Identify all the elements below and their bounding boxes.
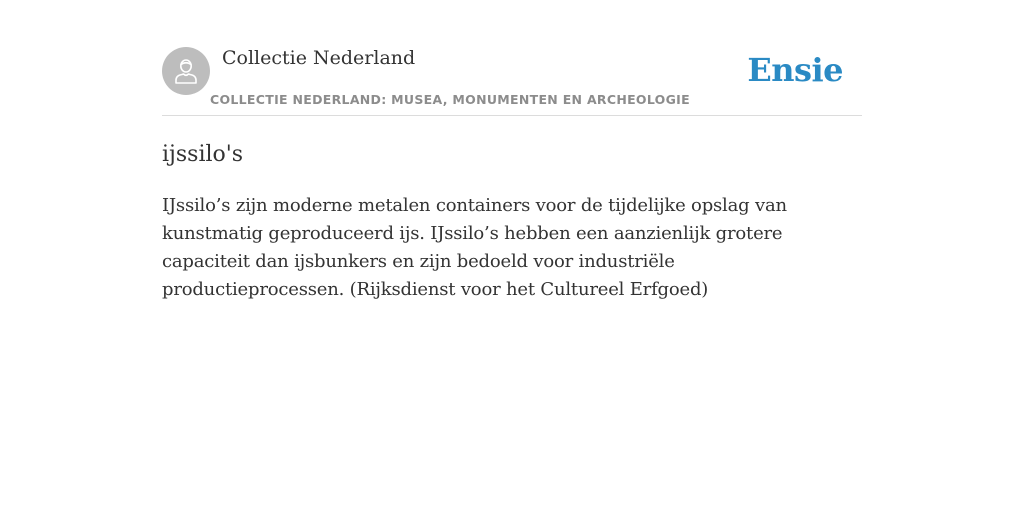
avatar[interactable] [162,47,210,95]
entry-definition: IJssilo’s zijn moderne metalen containers voor de tijdelijke opslag van kunstmatig geproduceerd ijs. IJssilo’s hebben een aanzienlijk grotere capaciteit dan ijsbunkers en zijn bedoeld voor industriële productieprocessen. (Rijksdienst voor het Cultureel Erfgoed) [162,195,787,300]
collection-subtitle[interactable]: COLLECTIE NEDERLAND: MUSEA, MONUMENTEN EN ARCHEOLOGIE [210,92,690,107]
user-icon [170,55,202,87]
author-name[interactable]: Collectie Nederland [222,47,416,69]
brand-logo[interactable]: Ensie [747,51,843,89]
entry-term: ijssilo's [162,142,244,167]
header [162,46,862,116]
